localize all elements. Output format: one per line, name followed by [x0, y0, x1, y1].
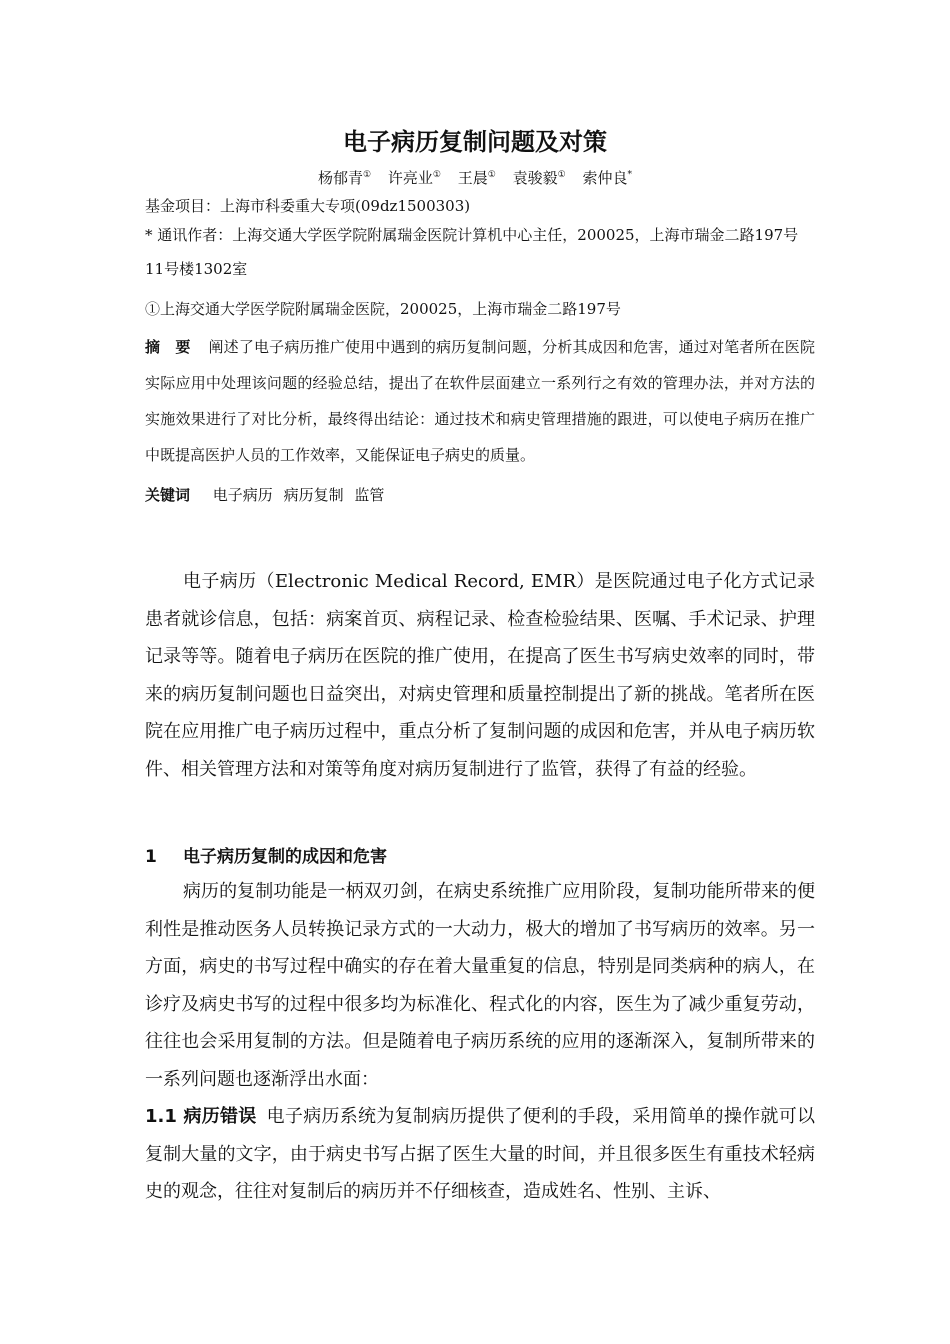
author-mark: ①	[363, 170, 372, 180]
author	[318, 169, 371, 187]
author-name: 许亮业	[387, 169, 433, 187]
section-number: 1	[145, 847, 157, 867]
author	[388, 169, 441, 187]
abstract	[145, 329, 815, 473]
author-mark: ①	[432, 170, 441, 180]
keywords-label: 关键词	[145, 486, 191, 504]
author-mark: *	[627, 170, 632, 180]
author	[458, 169, 496, 187]
subsection-paragraph	[145, 1098, 815, 1211]
subsection-text: 电子病历系统为复制病历提供了便利的手段，采用简单的操作就可以复制大量的文字，由于病史书写占据了医生大量的时间，并且很多医生有重技术轻病史的观念，往往对复制后的病历并不仔细核查，造成姓名、性别、主诉、	[145, 1106, 816, 1202]
author-mark: ①	[487, 170, 496, 180]
affiliation: ①上海交通大学医学院附属瑞金医院，200025，上海市瑞金二路197号	[145, 300, 621, 318]
author-name: 杨郁青	[317, 169, 363, 187]
abstract-text: 阐述了电子病历推广使用中遇到的病历复制问题，分析其成因和危害，通过对笔者所在医院实际应用中处理该问题的经验总结，提出了在软件层面建立一系列行之有效的管理办法，并对方法的实施效果进行了对比分析，最终得出结论：通过技术和病史管理措施的跟进，可以使电子病历在推广中既提高医护人员的工作效率，又能保证电子病史的质量。	[145, 338, 815, 464]
keyword: 监管	[354, 486, 385, 504]
keywords	[145, 477, 815, 513]
keyword: 病历复制	[283, 486, 344, 504]
author-list	[0, 167, 950, 188]
abstract-label: 摘 要	[145, 338, 191, 356]
author	[582, 169, 632, 187]
author-name: 索仲良	[582, 169, 628, 187]
section-paragraph: 病历的复制功能是一柄双刃剑，在病史系统推广应用阶段，复制功能所带来的便利性是推动医务人员转换记录方式的一大动力，极大的增加了书写病历的效率。另一方面，病史的书写过程中确实的存在着大量重复的信息，特别是同类病种的病人，在诊疗及病史书写的过程中很多均为标准化、程式化的内容，医生为了减少重复劳动，往往也会采用复制的方法。但是随着电子病历系统的应用的逐渐深入，复制所带来的一系列问题也逐渐浮出水面：	[145, 881, 815, 1090]
paper-title: 电子病历复制问题及对策	[343, 128, 607, 156]
keyword: 电子病历	[212, 486, 273, 504]
intro-paragraph: 电子病历（Electronic Medical Record, EMR）是医院通过电子化方式记录患者就诊信息，包括：病案首页、病程记录、检查检验结果、医嘱、手术记录、护理记录等等。随着电子病历在医院的推广使用，在提高了医生书写病史效率的同时，带来的病历复制问题也日益突出，对病史管理和质量控制提出了新的挑战。笔者所在医院在应用推广电子病历过程中，重点分析了复制问题的成因和危害，并从电子病历软件、相关管理方法和对策等角度对病历复制进行了监管，获得了有益的经验。	[145, 571, 815, 780]
corresponding-author: * 通讯作者：上海交通大学医学院附属瑞金医院计算机中心主任，200025，上海市瑞金二路197号11号楼1302室	[145, 226, 799, 278]
section-title: 电子病历复制的成因和危害	[183, 847, 387, 867]
author-name: 袁骏毅	[512, 169, 558, 187]
section-heading	[145, 840, 815, 874]
author	[513, 169, 566, 187]
author-name: 王晨	[457, 169, 488, 187]
author-mark: ①	[557, 170, 566, 180]
subsection-label: 1.1 病历错误	[145, 1106, 257, 1127]
fund-info: 基金项目：上海市科委重大专项(09dz1500303)	[145, 197, 471, 215]
